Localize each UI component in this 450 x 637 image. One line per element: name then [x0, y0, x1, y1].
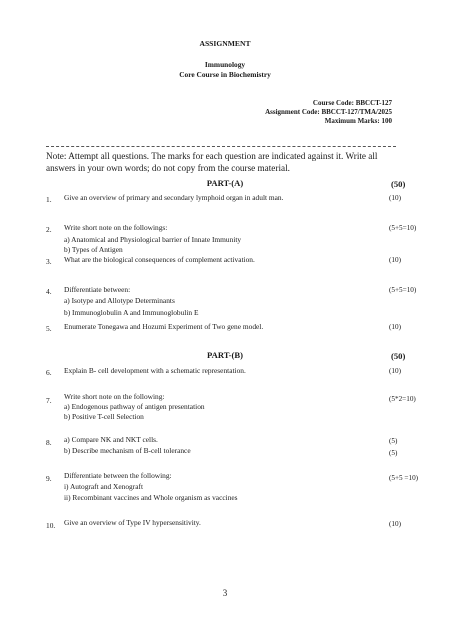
question-text: Differentiate between: — [64, 285, 131, 294]
subject-title: Immunology — [204, 60, 246, 69]
question-number: 4. — [46, 287, 52, 296]
question-subitem: b) Positive T-cell Selection — [64, 412, 144, 421]
question-subitem: a) Compare NK and NKT cells. — [64, 435, 158, 444]
part-a-marks: (50) — [391, 179, 406, 189]
question-subitem: a) Isotype and Allotype Determinants — [64, 296, 175, 305]
question-number: 6. — [46, 368, 52, 377]
question-subitem: ii) Recombinant vaccines and Whole organism as vaccines — [64, 493, 238, 502]
part-a-title: PART-(A) — [206, 178, 244, 188]
question-text: Write short note on the followings: — [64, 223, 168, 232]
question-text: Give an overview of Type IV hypersensitivity. — [64, 518, 201, 527]
question-number: 3. — [46, 257, 52, 266]
part-b-marks: (50) — [391, 351, 406, 361]
question-number: 7. — [46, 396, 52, 405]
question-subitem: b) Immunoglobulin A and Immunoglobulin E — [64, 308, 199, 317]
course-title: Core Course in Biochemistry — [179, 70, 271, 79]
question-marks: (5) — [389, 449, 398, 457]
question-number: 2. — [46, 225, 52, 234]
assignment-code: Assignment Code: BBCCT-127/TMA/2025 — [265, 108, 392, 116]
question-text: Explain B- cell development with a schematic representation. — [64, 366, 246, 375]
question-marks: (5*2=10) — [389, 395, 416, 403]
course-code: Course Code: BBCCT-127 — [312, 99, 392, 107]
document-title: ASSIGNMENT — [199, 39, 251, 48]
question-number: 8. — [46, 438, 52, 447]
question-marks: (10) — [389, 520, 401, 528]
question-marks: (5) — [389, 437, 398, 445]
dashed-divider — [46, 146, 396, 147]
question-subitem: i) Autograft and Xenograft — [64, 482, 144, 491]
instructions-note: Note: Attempt all questions. The marks for each question are indicated against it. Write all answers in your own words; do not copy from the course material. — [46, 151, 378, 173]
maximum-marks: Maximum Marks: 100 — [324, 117, 392, 125]
question-marks: (10) — [389, 367, 401, 375]
question-text: Differentiate between the following: — [64, 471, 172, 480]
question-subitem: a) Anatomical and Physiological barrier of Innate Immunity — [64, 235, 242, 244]
question-number: 10. — [46, 521, 56, 530]
question-number: 5. — [46, 324, 52, 333]
question-text: Give an overview of primary and secondary lymphoid organ in adult man. — [64, 193, 284, 202]
question-marks: (10) — [389, 256, 401, 264]
question-marks: (10) — [389, 323, 401, 331]
question-text: Write short note on the following: — [64, 392, 165, 401]
question-number: 9. — [46, 474, 52, 483]
question-subitem: a) Endogenous pathway of antigen presentation — [64, 402, 205, 411]
part-b-title: PART-(B) — [207, 350, 243, 360]
question-number: 1. — [46, 195, 52, 204]
page-number: 3 — [222, 588, 228, 598]
question-marks: (5+5 =10) — [389, 474, 419, 482]
question-text: What are the biological consequences of complement activation. — [64, 255, 255, 264]
question-marks: (10) — [389, 194, 401, 202]
question-subitem: b) Describe mechanism of B-cell tolerance — [64, 446, 191, 455]
question-marks: (5+5=10) — [389, 286, 417, 294]
question-subitem: b) Types of Antigen — [64, 245, 123, 254]
question-marks: (5+5=10) — [389, 224, 417, 232]
question-text: Enumerate Tonegawa and Hozumi Experiment of Two gene model. — [64, 322, 264, 331]
